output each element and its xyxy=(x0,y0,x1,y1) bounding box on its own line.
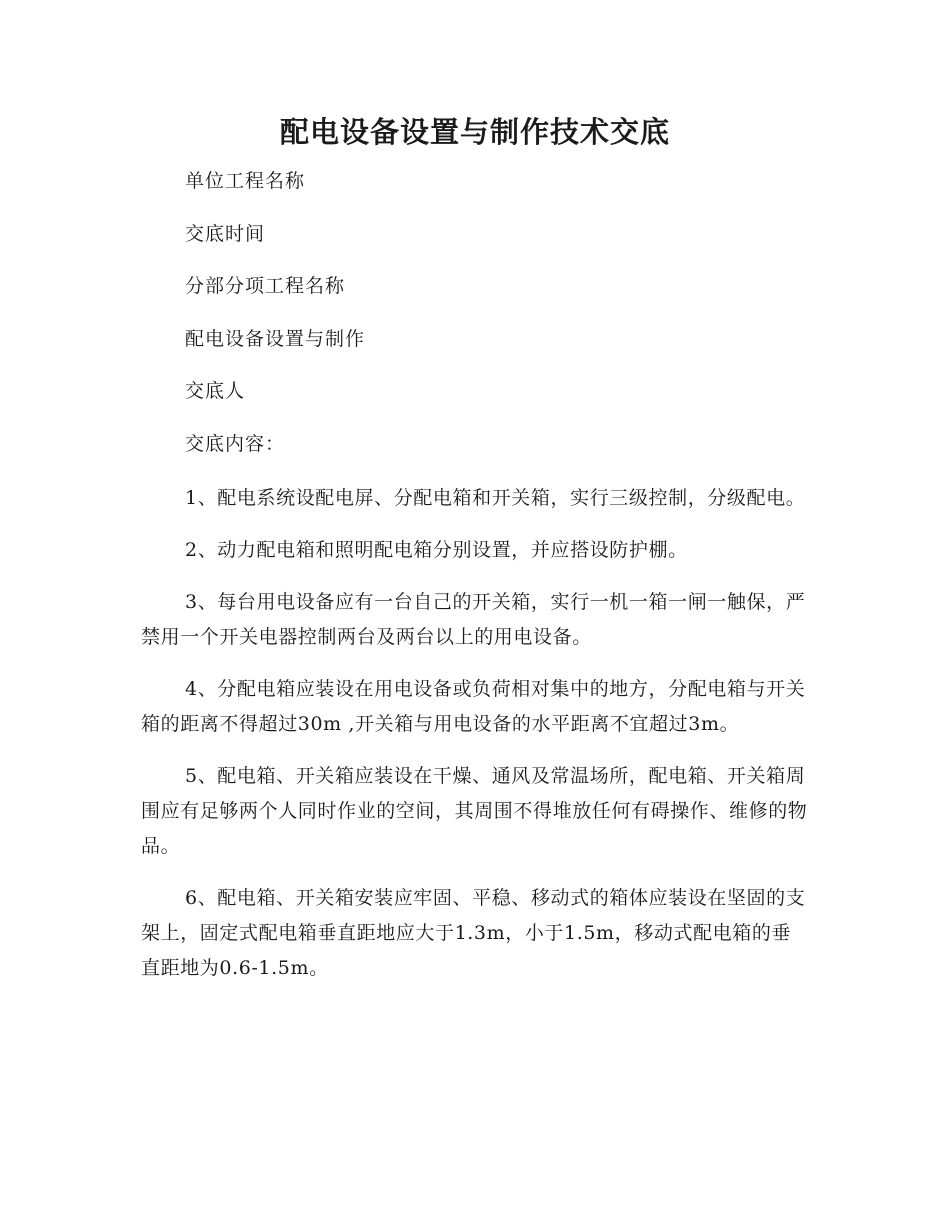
document-title: 配电设备设置与制作技术交底 xyxy=(279,115,670,149)
paragraph-2: 2、动力配电箱和照明配电箱分别设置，并应搭设防护棚。 xyxy=(185,539,688,561)
paragraph-1: 1、配电系统设配电屏、分配电箱和开关箱，实行三级控制，分级配电。 xyxy=(185,487,806,509)
document-body xyxy=(141,166,809,1003)
field-project-value: 配电设备设置与制作 xyxy=(185,327,366,350)
paragraph-4: 4、分配电箱应装设在用电设备或负荷相对集中的地方，分配电箱与开关箱的距离不得超过30m ,开关箱与用电设备的水平距离不宜超过3m。 xyxy=(141,678,806,735)
field-briefing-content: 交底内容： xyxy=(185,432,286,455)
field-briefing-time: 交底时间 xyxy=(185,222,266,245)
paragraph-6: 6、配电箱、开关箱安装应牢固、平稳、移动式的箱体应装设在坚固的支架上，固定式配电箱垂直距地应大于1.3m，小于1.5m，移动式配电箱的垂直距地为0.6-1.5m。 xyxy=(141,887,806,979)
paragraph-5: 5、配电箱、开关箱应装设在干燥、通风及常温场所，配电箱、开关箱周围应有足够两个人同时作业的空间，其周围不得堆放任何有碍操作、维修的物品。 xyxy=(141,765,808,857)
field-unit-project-name: 单位工程名称 xyxy=(185,170,306,192)
field-briefer: 交底人 xyxy=(185,380,246,402)
paragraph-list xyxy=(141,481,809,986)
field-sub-project-name: 分部分项工程名称 xyxy=(185,275,346,297)
paragraph-3: 3、每台用电设备应有一台自己的开关箱，实行一机一箱一闸一触保，严禁用一个开关电器控制两台及两台以上的用电设备。 xyxy=(141,591,806,648)
